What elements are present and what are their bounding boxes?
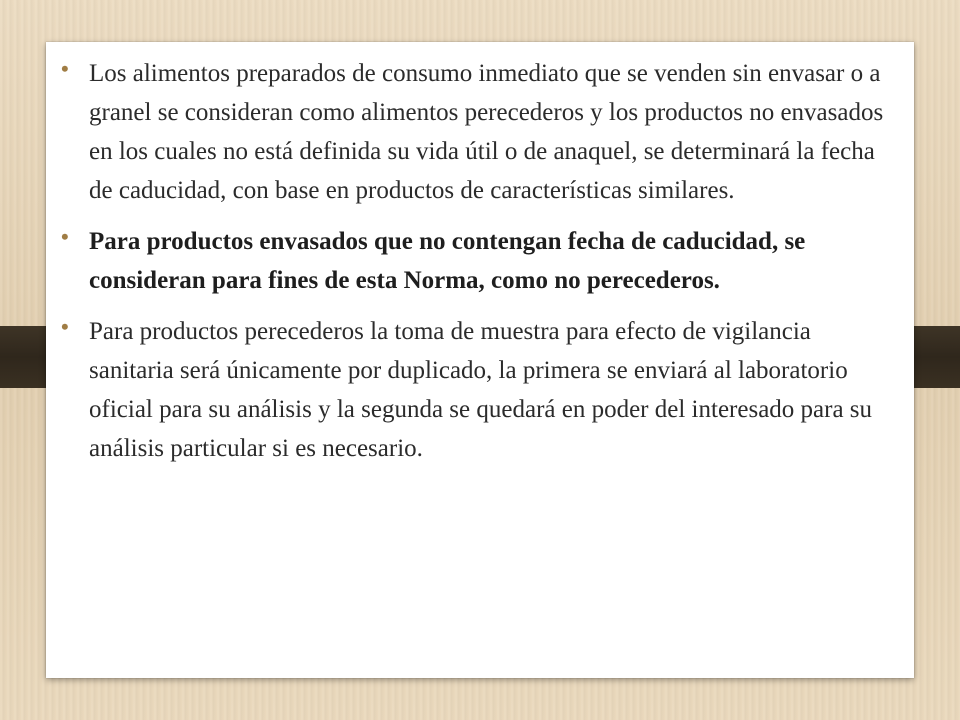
bullet-icon: • — [61, 224, 69, 249]
bullet-list — [61, 54, 891, 480]
bullet-item-1 — [61, 54, 891, 210]
bullet-icon: • — [61, 314, 69, 339]
content-card — [46, 42, 914, 678]
bullet-icon: • — [61, 56, 69, 81]
bullet-text-3: Para productos perecederos la toma de muestra para efecto de vigilancia sanitaria será únicamente por duplicado, la primera se enviará al laboratorio oficial para su análisis y la segunda se quedará en poder del interesado para su análisis particular si es necesario. — [89, 318, 873, 462]
bullet-text-2: Para productos envasados que no contengan fecha de caducidad, se consideran para fines de esta Norma, como no perecederos. — [89, 228, 806, 294]
bullet-item-2 — [61, 222, 891, 300]
bullet-text-1: Los alimentos preparados de consumo inmediato que se venden sin envasar o a granel se consideran como alimentos perecederos y los productos no envasados en los cuales no está definida su vida útil o de anaquel, se determinará la fecha de caducidad, con base en productos de características similares. — [89, 60, 884, 204]
bullet-item-3 — [61, 312, 891, 468]
